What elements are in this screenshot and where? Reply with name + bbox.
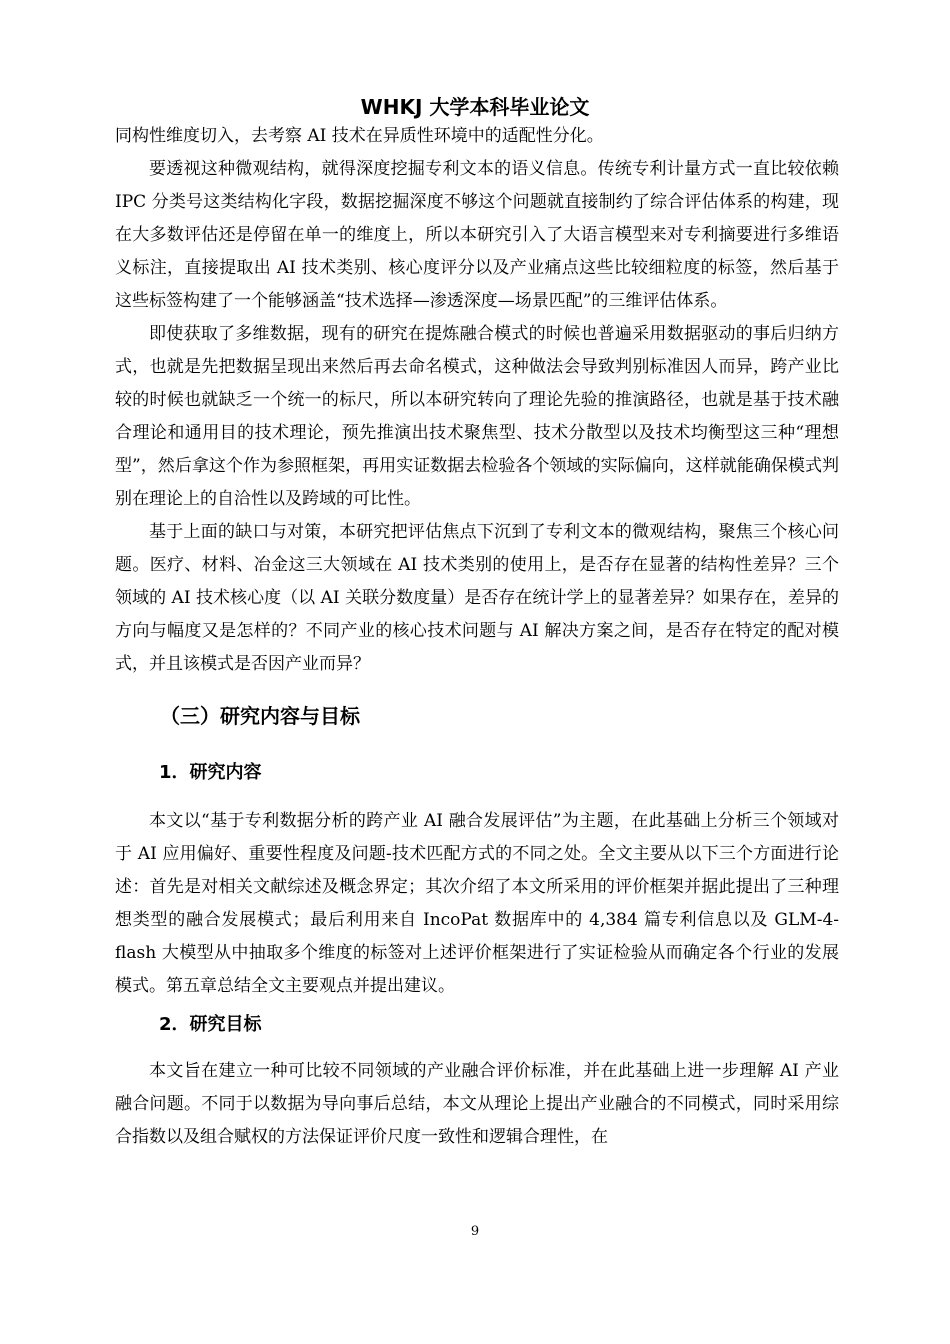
body-text xyxy=(115,120,839,1154)
paragraph-continued: 同构性维度切入，去考察 AI 技术在异质性环境中的适配性分化。 xyxy=(115,126,604,146)
page-number: 9 xyxy=(470,1224,480,1239)
paragraph-theory-deduction: 即使获取了多维数据，现有的研究在提炼融合模式的时候也普遍采用数据驱动的事后归纳方式，也就是先把数据呈现出来然后再去命名模式，这种做法会导致判别标准因人而异，跨产业比较的时候也就缺乏一个统一的标尺，所以本研究转向了理论先验的推演路径，也就是基于技术融合理论和通用目的技术理论，预先推演出技术聚焦型、技术分散型以及技术均衡型这三种“理想型”，然后拿这个作为参照框架，再用实证数据去检验各个领域的实际偏向，这样就能确保模式判别在理论上的自洽性以及跨域的可比性。 xyxy=(115,324,839,509)
paragraph-research-content: 本文以“基于专利数据分析的跨产业 AI 融合发展评估”为主题，在此基础上分析三个领域对于 AI 应用偏好、重要性程度及问题-技术匹配方式的不同之处。全文主要从以下三个方面进行论述：首先是对相关文献综述及概念界定；其次介绍了本文所采用的评价框架并据此提出了三种理想类型的融合发展模式；最后利用来自 IncoPat 数据库中的 4,384 篇专利信息以及 GLM-4-flash 大模型从中抽取多个维度的标签对上述评价框架进行了实证检验从而确定各个行业的发展模式。第五章总结全文主要观点并提出建议。 xyxy=(115,811,839,996)
subsection-heading-content: 1．研究内容 xyxy=(159,762,262,783)
subsection-heading-goals: 2．研究目标 xyxy=(159,1014,262,1035)
paragraph-semantic-mining: 要透视这种微观结构，就得深度挖掘专利文本的语义信息。传统专利计量方式一直比较依赖 IPC 分类号这类结构化字段，数据挖掘深度不够这个问题就直接制约了综合评估体系的构建，现在大多数评估还是停留在单一的维度上，所以本研究引入了大语言模型来对专利摘要进行多维语义标注，直接提取出 AI 技术类别、核心度评分以及产业痛点这些比较细粒度的标签，然后基于这些标签构建了一个能够涵盖“技术选择—渗透深度—场景匹配”的三维评估体系。 xyxy=(115,159,839,311)
running-header: WHKJ 大学本科毕业论文 xyxy=(360,95,590,119)
section-heading: （三）研究内容与目标 xyxy=(160,704,360,728)
paragraph-research-goals: 本文旨在建立一种可比较不同领域的产业融合评价标准，并在此基础上进一步理解 AI 产业融合问题。不同于以数据为导向事后总结，本文从理论上提出产业融合的不同模式，同时采用综合指数以及组合赋权的方法保证评价尺度一致性和逻辑合理性，在 xyxy=(115,1061,839,1147)
paragraph-research-questions: 基于上面的缺口与对策，本研究把评估焦点下沉到了专利文本的微观结构，聚焦三个核心问题。医疗、材料、冶金这三大领域在 AI 技术类别的使用上，是否存在显著的结构性差异？三个领域的 AI 技术核心度（以 AI 关联分数度量）是否存在统计学上的显著差异？如果存在，差异的方向与幅度又是怎样的？不同产业的核心技术问题与 AI 解决方案之间，是否存在特定的配对模式，并且该模式是否因产业而异？ xyxy=(115,522,839,674)
